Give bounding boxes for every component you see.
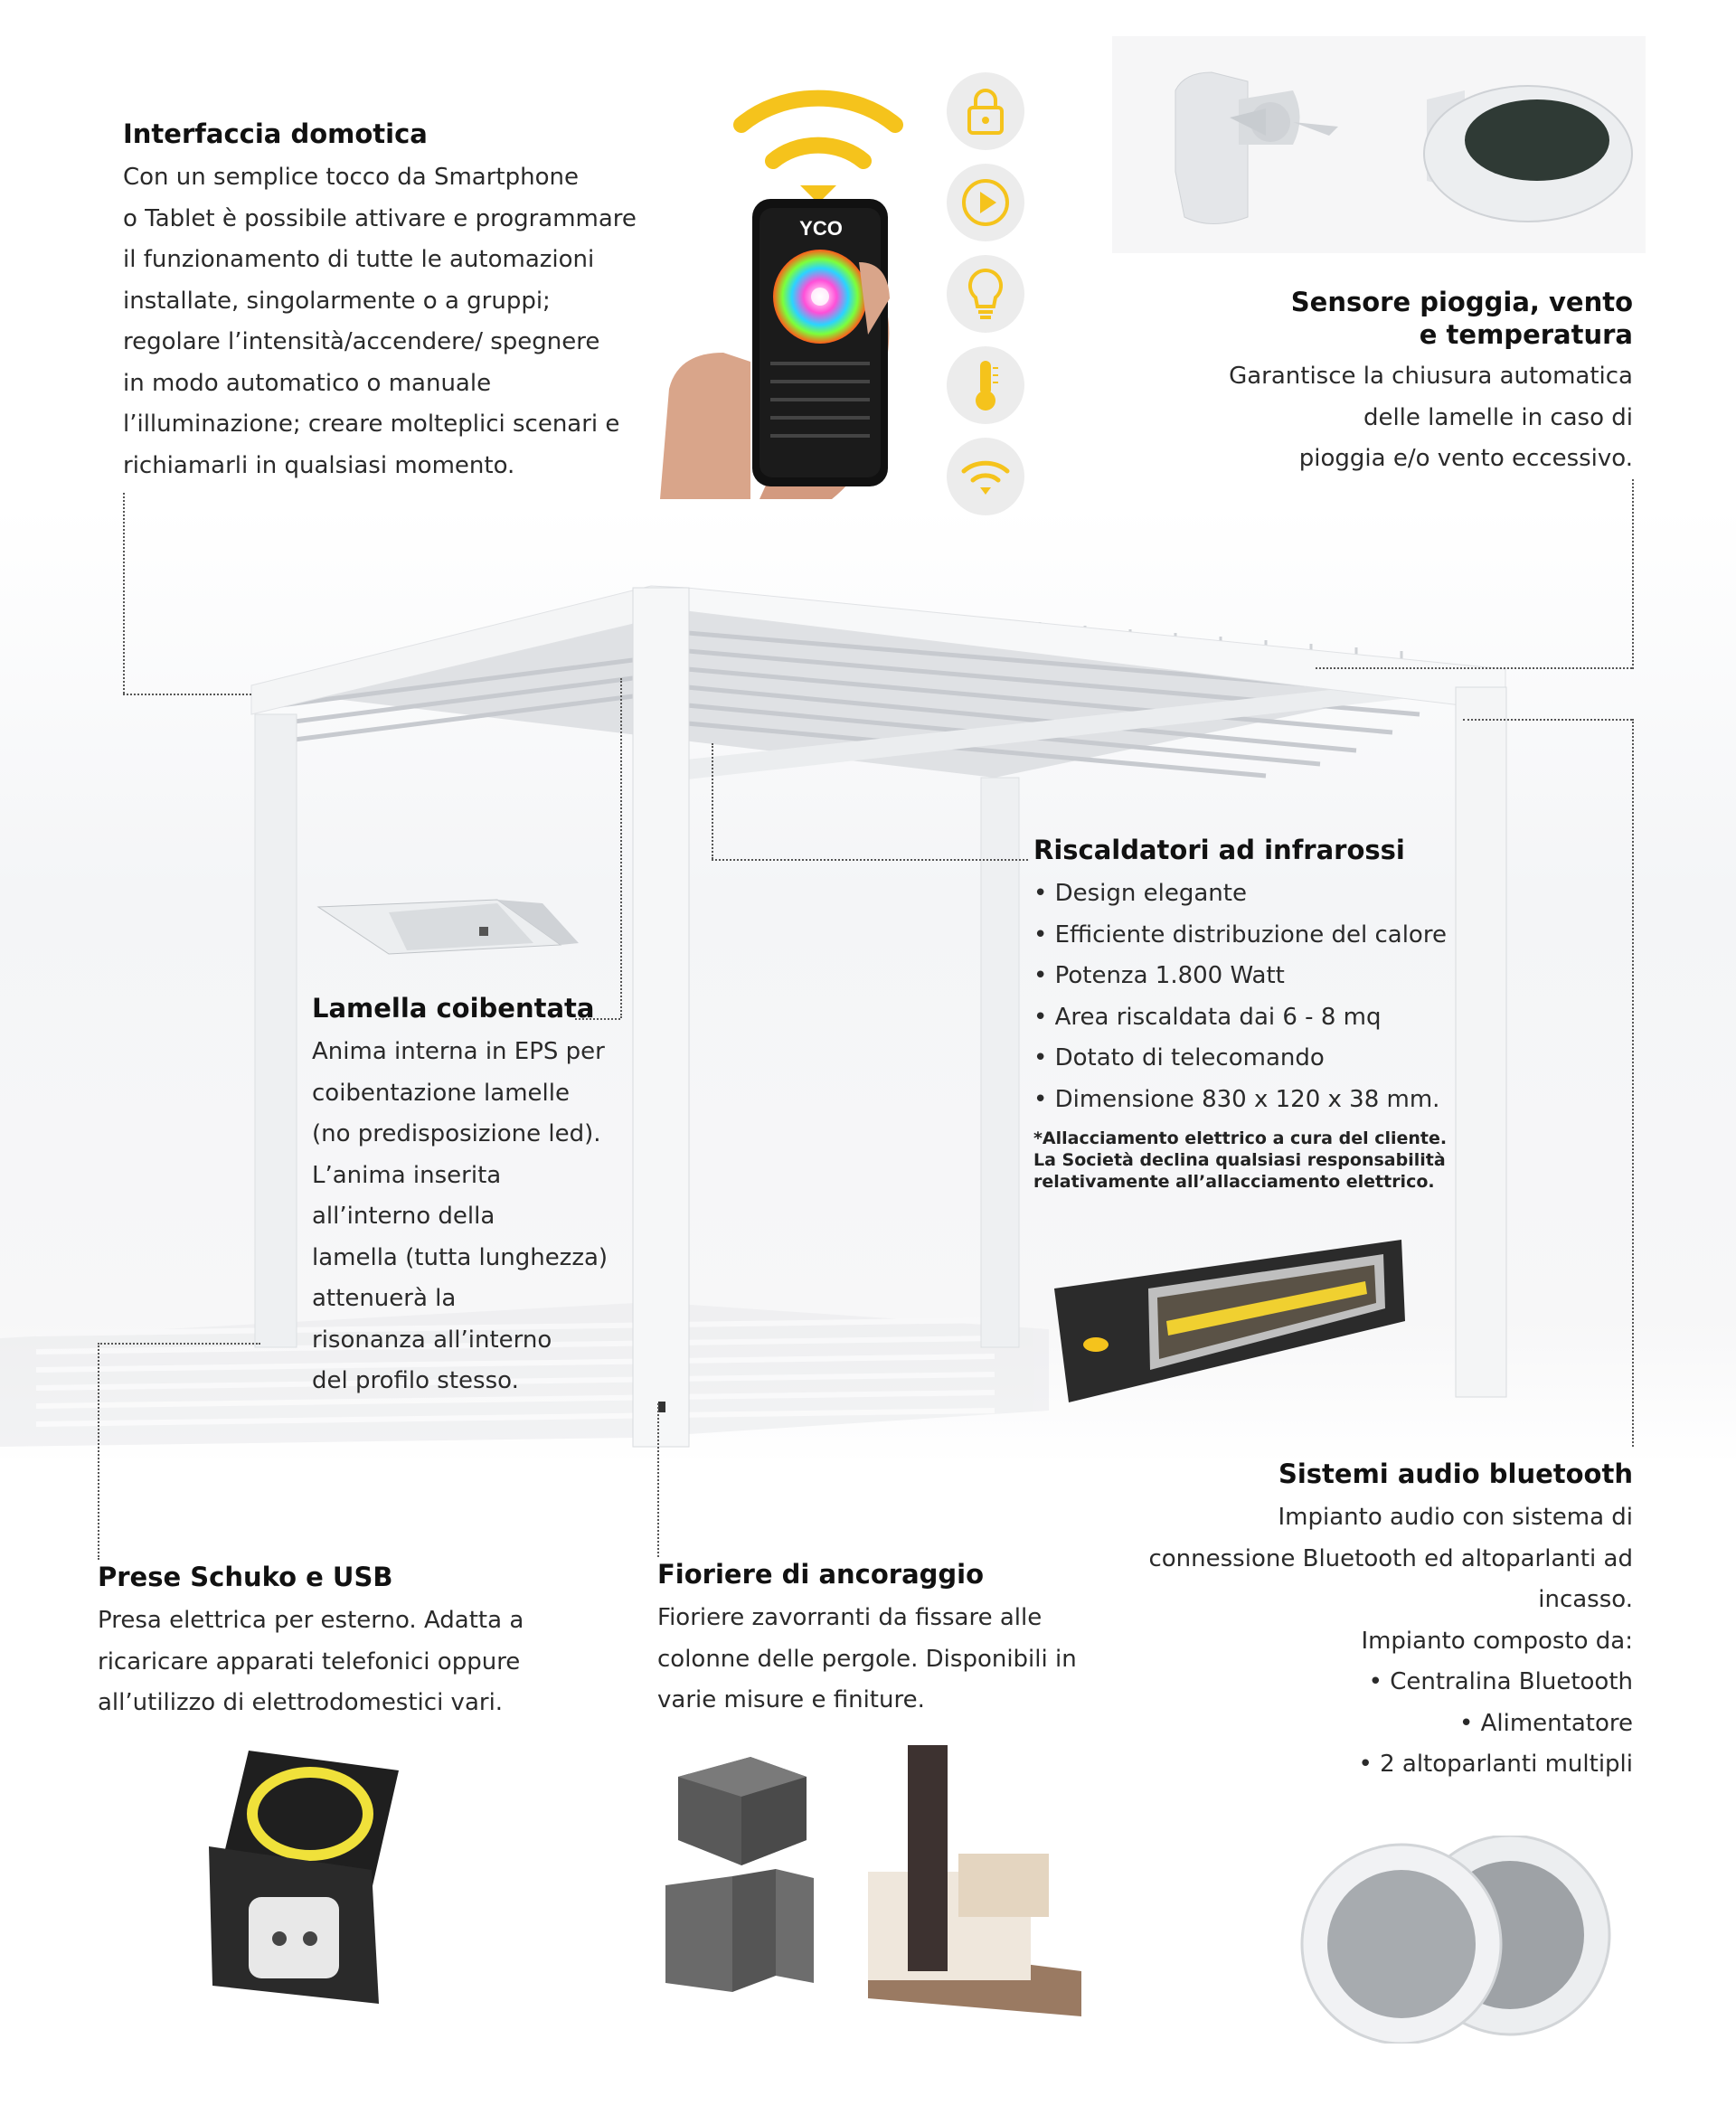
leader-planters-vertical (657, 1403, 659, 1557)
lamella-image (316, 891, 579, 963)
domotics-title: Interfaccia domotica (123, 118, 428, 149)
sensor-text: Garantisce la chiusura automatica delle lamelle in caso di pioggia e/o vento eccessivo. (1229, 363, 1633, 472)
domotics-section (123, 118, 665, 486)
sockets-section (98, 1561, 640, 1724)
domotics-text: Con un semplice tocco da Smartphone o Tablet è possibile attivare e programmare il funzionamento di tutte le automazioni installate, singolarmente o a gruppi; regolare l’intensità/accendere/ spegnere in modo automatico o manuale l’illuminazione; creare molteplici scenari e richiamarli in qualsiasi momento. (123, 164, 637, 479)
leader-heater-vertical (712, 743, 713, 859)
heaters-note: *Allacciamento elettrico a cura del cliente. La Società declina qualsiasi responsabilità relativamente all’allacciamento elettrico. (1033, 1128, 1448, 1192)
heaters-section (1033, 834, 1540, 1193)
list-item: • Alimentatore (1459, 1709, 1633, 1737)
list-item: • Dotato di telecomando (1033, 1044, 1325, 1071)
leader-sensor-vertical (1632, 479, 1634, 669)
leader-audio-vertical (1632, 719, 1634, 1447)
list-item: • Dimensione 830 x 120 x 38 mm. (1033, 1085, 1440, 1113)
heaters-title: Riscaldatori ad infrarossi (1033, 835, 1405, 865)
leader-domotics-vertical (123, 493, 125, 694)
app-logo: YCO (799, 217, 843, 240)
phone-graphic (651, 81, 913, 499)
leader-lamella-vertical (620, 678, 622, 1018)
list-item: • Design elegante (1033, 880, 1247, 907)
leader-heater-horizontal (712, 859, 1028, 861)
speakers-image (1293, 1836, 1637, 2044)
list-item: • Efficiente distribuzione del calore (1033, 920, 1447, 949)
leader-audio-horizontal (1463, 719, 1632, 721)
audio-title: Sistemi audio bluetooth (1278, 1458, 1633, 1489)
sensor-title-line1: Sensore pioggia, vento (1290, 287, 1633, 317)
list-item: • Centralina Bluetooth (1368, 1668, 1633, 1695)
leader-sockets-horizontal (98, 1343, 260, 1345)
heaters-bullets (1033, 873, 1540, 1120)
planters-text: Fioriere zavorranti da fissare alle colonne delle pergole. Disponibili in varie misure e finiture. (657, 1604, 1077, 1713)
phone-image (651, 81, 913, 499)
lamella-section (312, 992, 637, 1402)
leader-sensor-horizontal (1316, 667, 1632, 669)
sockets-title: Prese Schuko e USB (98, 1562, 393, 1592)
heater-image (1049, 1234, 1410, 1406)
leader-sockets-vertical (98, 1343, 99, 1560)
list-item: • Area riscaldata dai 6 - 8 mq (1033, 1003, 1382, 1031)
sensor-image (1112, 36, 1646, 253)
planter-installed-image (868, 1745, 1081, 2016)
sockets-text: Presa elettrica per esterno. Adatta a ricaricare apparati telefonici oppure all’utilizzo di elettrodomestici vari. (98, 1607, 524, 1716)
list-item: • Potenza 1.800 Watt (1033, 962, 1285, 989)
audio-text: Impianto audio con sistema di connessione Bluetooth ed altoparlanti ad incasso. Impianto composto da: • Centralina Bluetooth • Alimentatore • 2 altoparlanti multipli (1112, 1497, 1633, 1786)
wifi-icon (947, 438, 1024, 515)
planter-boxes-image (660, 1750, 814, 1994)
planters-section (657, 1558, 1200, 1722)
socket-image (203, 1745, 407, 2007)
planters-title: Fioriere di ancoraggio (657, 1559, 985, 1590)
lock-icon (947, 72, 1024, 150)
play-icon (947, 164, 1024, 241)
lightbulb-icon (947, 255, 1024, 333)
lamella-title: Lamella coibentata (312, 993, 595, 1024)
lamella-text: Anima interna in EPS per coibentazione lamelle (no predisposizione led). L’anima inserita all’interno della lamella (tutta lunghezza) attenuerà la risonanza all’interno del profilo stesso. (312, 1038, 609, 1394)
sensor-title-line2: e temperatura (1419, 319, 1633, 350)
sensor-section (1130, 286, 1633, 480)
leader-domotics-horizontal (123, 694, 251, 695)
thermometer-icon (947, 346, 1024, 424)
list-item: • 2 altoparlanti multipli (1358, 1751, 1633, 1778)
